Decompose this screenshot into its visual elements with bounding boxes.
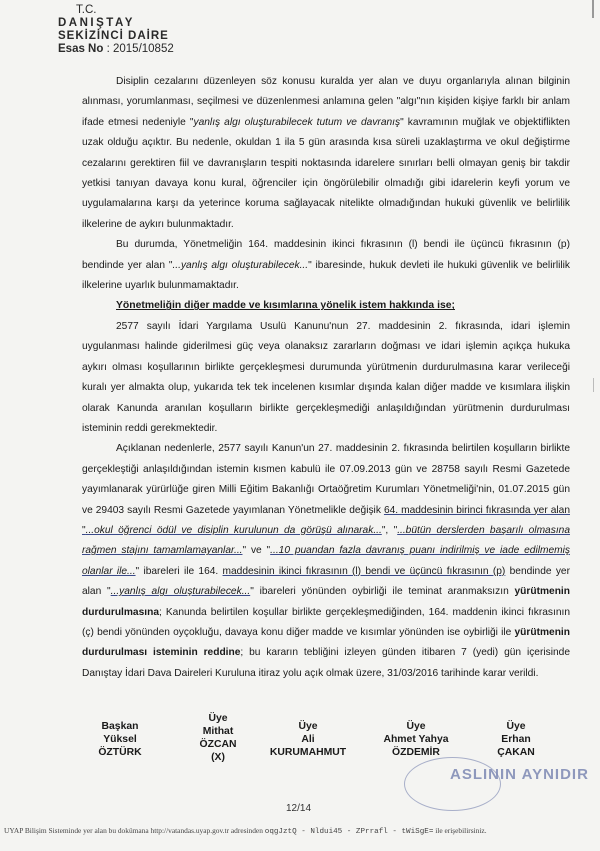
text-run: ", " [381, 524, 398, 536]
italic-quote: ...yanlış algı oluşturabilecek... [172, 259, 309, 271]
text-run: ; Kanunda belirtilen koşullar birlikte gerçekleşmediğinden, 164. maddenin ikinci fıkrasının (ç) bendi yönünden oyçokluğu, davaya konu diğer madde ve kısımlar yönünden ise oybirliği ile [82, 606, 570, 638]
signature-last-name: ÖZTÜRK [98, 747, 142, 758]
signature-first-name: Mithat [202, 726, 234, 737]
document-header [58, 4, 174, 56]
signature-last-name: ÇAKAN [497, 747, 535, 758]
italic-quote: ...okul öğrenci ödül ve disiplin kurulunun da görüşü alınarak... [85, 524, 382, 536]
paragraph-3: 2577 sayılı İdari Yargılama Usulü Kanunu'nun 27. maddesinin 2. fıkrasında, idari işlemin uygulanması halinde giderilmesi güç veya olanaksız zararların doğması ve idari işlemin açıkça hukuka aykırı olması koşullarının birlikte gerçekleşmesi durumunda yürütmenin durdurulmasına karar verileceği kuralı yer almakta olup, yukarıda tek tek incelenen kısımlar dışında kalan diğer madde ve kısımlara ilişkin olarak Kanunda aranılan koşulların birlikte gerçekleşmediği anlaşıldığından yürütmenin durdurulması isteminin reddi gerekmektedir. [82, 320, 570, 434]
signature-president [80, 720, 160, 759]
signature-last-name: ÖZCAN [199, 739, 237, 750]
signature-first-name: Ahmet Yahya [383, 734, 449, 745]
signature-member [366, 720, 466, 759]
text-run: ; bu kararın tebliğini izleyen günden itibaren 7 (yedi) gün içerisinde Danıştay İdari Dava Daireleri Kuruluna itiraz yolu açık olmak üzere, 31/03/2016 tarihinde karar verildi. [82, 647, 570, 679]
italic-quote: ...yanlış algı oluşturabilecek... [110, 586, 251, 598]
signature-first-name: Ali [301, 734, 315, 745]
underlined-run: maddesinin ikinci fıkrasının (l) bendi ve üçüncü fıkrasının (p) [222, 565, 506, 577]
text-run: " ibareleri yönünden oybirliği ile teminat aranmaksızın [250, 586, 515, 598]
header-chamber: SEKİZİNCİ DAİRE [58, 30, 169, 42]
footer-text: ile erişebilirsiniz. [435, 826, 487, 835]
section-heading: Yönetmeliğin diğer madde ve kısımlarına yönelik istem hakkında ise; [116, 300, 455, 312]
signature-first-name: Erhan [501, 734, 531, 745]
scan-mark [593, 378, 594, 392]
text-run: Disiplin cezalarını düzenleyen söz konusu kuralda yer alan ve duyu organlarıyla alınan bilginin alınması, yorumlanması, seçilmesi ve düzenlenmesi anlamına gelen "algı"nın kişiden kişiye farklı bir anlam ifade etmesi nedeniyle " [82, 76, 570, 128]
text-run: Bu durumda, Yönetmeliğin 164. maddesinin ikinci fıkrasının (l) bendi ile üçüncü fıkrasının (p) bendinde yer alan " [82, 239, 570, 271]
signature-member [476, 720, 556, 759]
header-court: DANIŞTAY [58, 17, 135, 29]
verification-footer [4, 826, 598, 836]
signature-member [178, 712, 258, 764]
underlined-run: 64. maddesinin birinci fıkrasında yer alan " [82, 504, 570, 536]
signature-role: Üye [406, 721, 426, 732]
text-run: Açıklanan nedenlerle, 2577 sayılı Kanun'un 27. maddesinin 2. fıkrasında belirtilen koşulların birlikte gerçekleştiği anlaşıldığından istemin kısmen kabulü ile 07.09.2013 gün ve 28758 sayılı Resmi Gazetede yayımlanarak yürürlüğe giren Milli Eğitim Bakanlığı Ortaöğretim Kurumları Yönetmeliği'nin, 01.07.2015 gün ve 29403 sayılı Resmi Gazetede yayımlanan Yönetmelikle değişik [82, 443, 570, 516]
verification-code: oqgJztQ - Nldui45 - ZPrrafl - tWiSgE= [264, 828, 434, 836]
case-number-value: : 2015/10852 [106, 43, 174, 55]
document-body [82, 72, 570, 684]
paragraph-1 [82, 72, 570, 235]
italic-quote: ...10 puandan fazla davranış puanı indirilmiş ve iade edilmemiş olanlar ile... [82, 545, 570, 577]
signature-member [258, 720, 358, 759]
signature-role: Üye [506, 721, 526, 732]
paragraph-2 [82, 235, 570, 296]
dissent-note: (X) [211, 752, 225, 763]
italic-quote: ...bütün derslerden başarılı olmasına rağmen stajını tamamlamayanlar... [82, 524, 570, 557]
bold-run: yürütmenin durdurulması isteminin reddine [82, 626, 570, 659]
signature-role: Üye [298, 721, 318, 732]
text-run: " kavramının muğlak ve objektiflikten uzak olduğu açıktır. Bu nedenle, okuldan 1 ila 5 gün arasında kısa süreli uzaklaştırma ve okul değiştirme cezalarını gerektiren fiil ve davranışların tespiti noktasında idarelere sınırları belli olmayan geniş bir takdir yetkisi tanıyan davaya konu kural, öğrenciler için öngörülebilir olmadığı gibi idarelerin keyfi yorum ve uygulamalarına karşı da yeterince koruma sağlayacak nitelikte olmadığından hukuki güvenlik ve belirlilik ilkelerine de aykırı bulunmaktadır. [82, 116, 570, 230]
paragraph-4 [82, 439, 570, 684]
text-run: " ve " [242, 545, 271, 557]
case-number-label: Esas No [58, 43, 104, 55]
italic-quote: yanlış algı oluşturabilecek tutum ve davranış [193, 116, 401, 128]
signature-last-name: ÖZDEMİR [392, 747, 440, 758]
stamp-text: ASLININ AYNIDIR [450, 766, 589, 783]
text-run: " ibareleri ile 164. [135, 565, 223, 577]
header-tc: T.C. [76, 4, 97, 16]
footer-text: UYAP Bilişim Sisteminde yer alan bu dokümana http://vatandas.uyap.gov.tr adresinden [4, 826, 263, 835]
text-run: " ibaresinde, hukuk devleti ile hukuki güvenlik ve belirlilik ilkelerine uyarlık bulunmamaktadır. [82, 259, 570, 292]
signature-role: Başkan [101, 721, 139, 732]
header-case-number [58, 43, 174, 56]
bold-run: yürütmenin durdurulmasına [82, 586, 570, 618]
scan-mark [592, 0, 594, 18]
signature-last-name: KURUMAHMUT [269, 747, 347, 758]
signature-role: Üye [208, 713, 228, 724]
page-number: 12/14 [286, 803, 312, 814]
text-run: bendinde yer alan " [82, 565, 570, 598]
signature-first-name: Yüksel [103, 734, 137, 745]
